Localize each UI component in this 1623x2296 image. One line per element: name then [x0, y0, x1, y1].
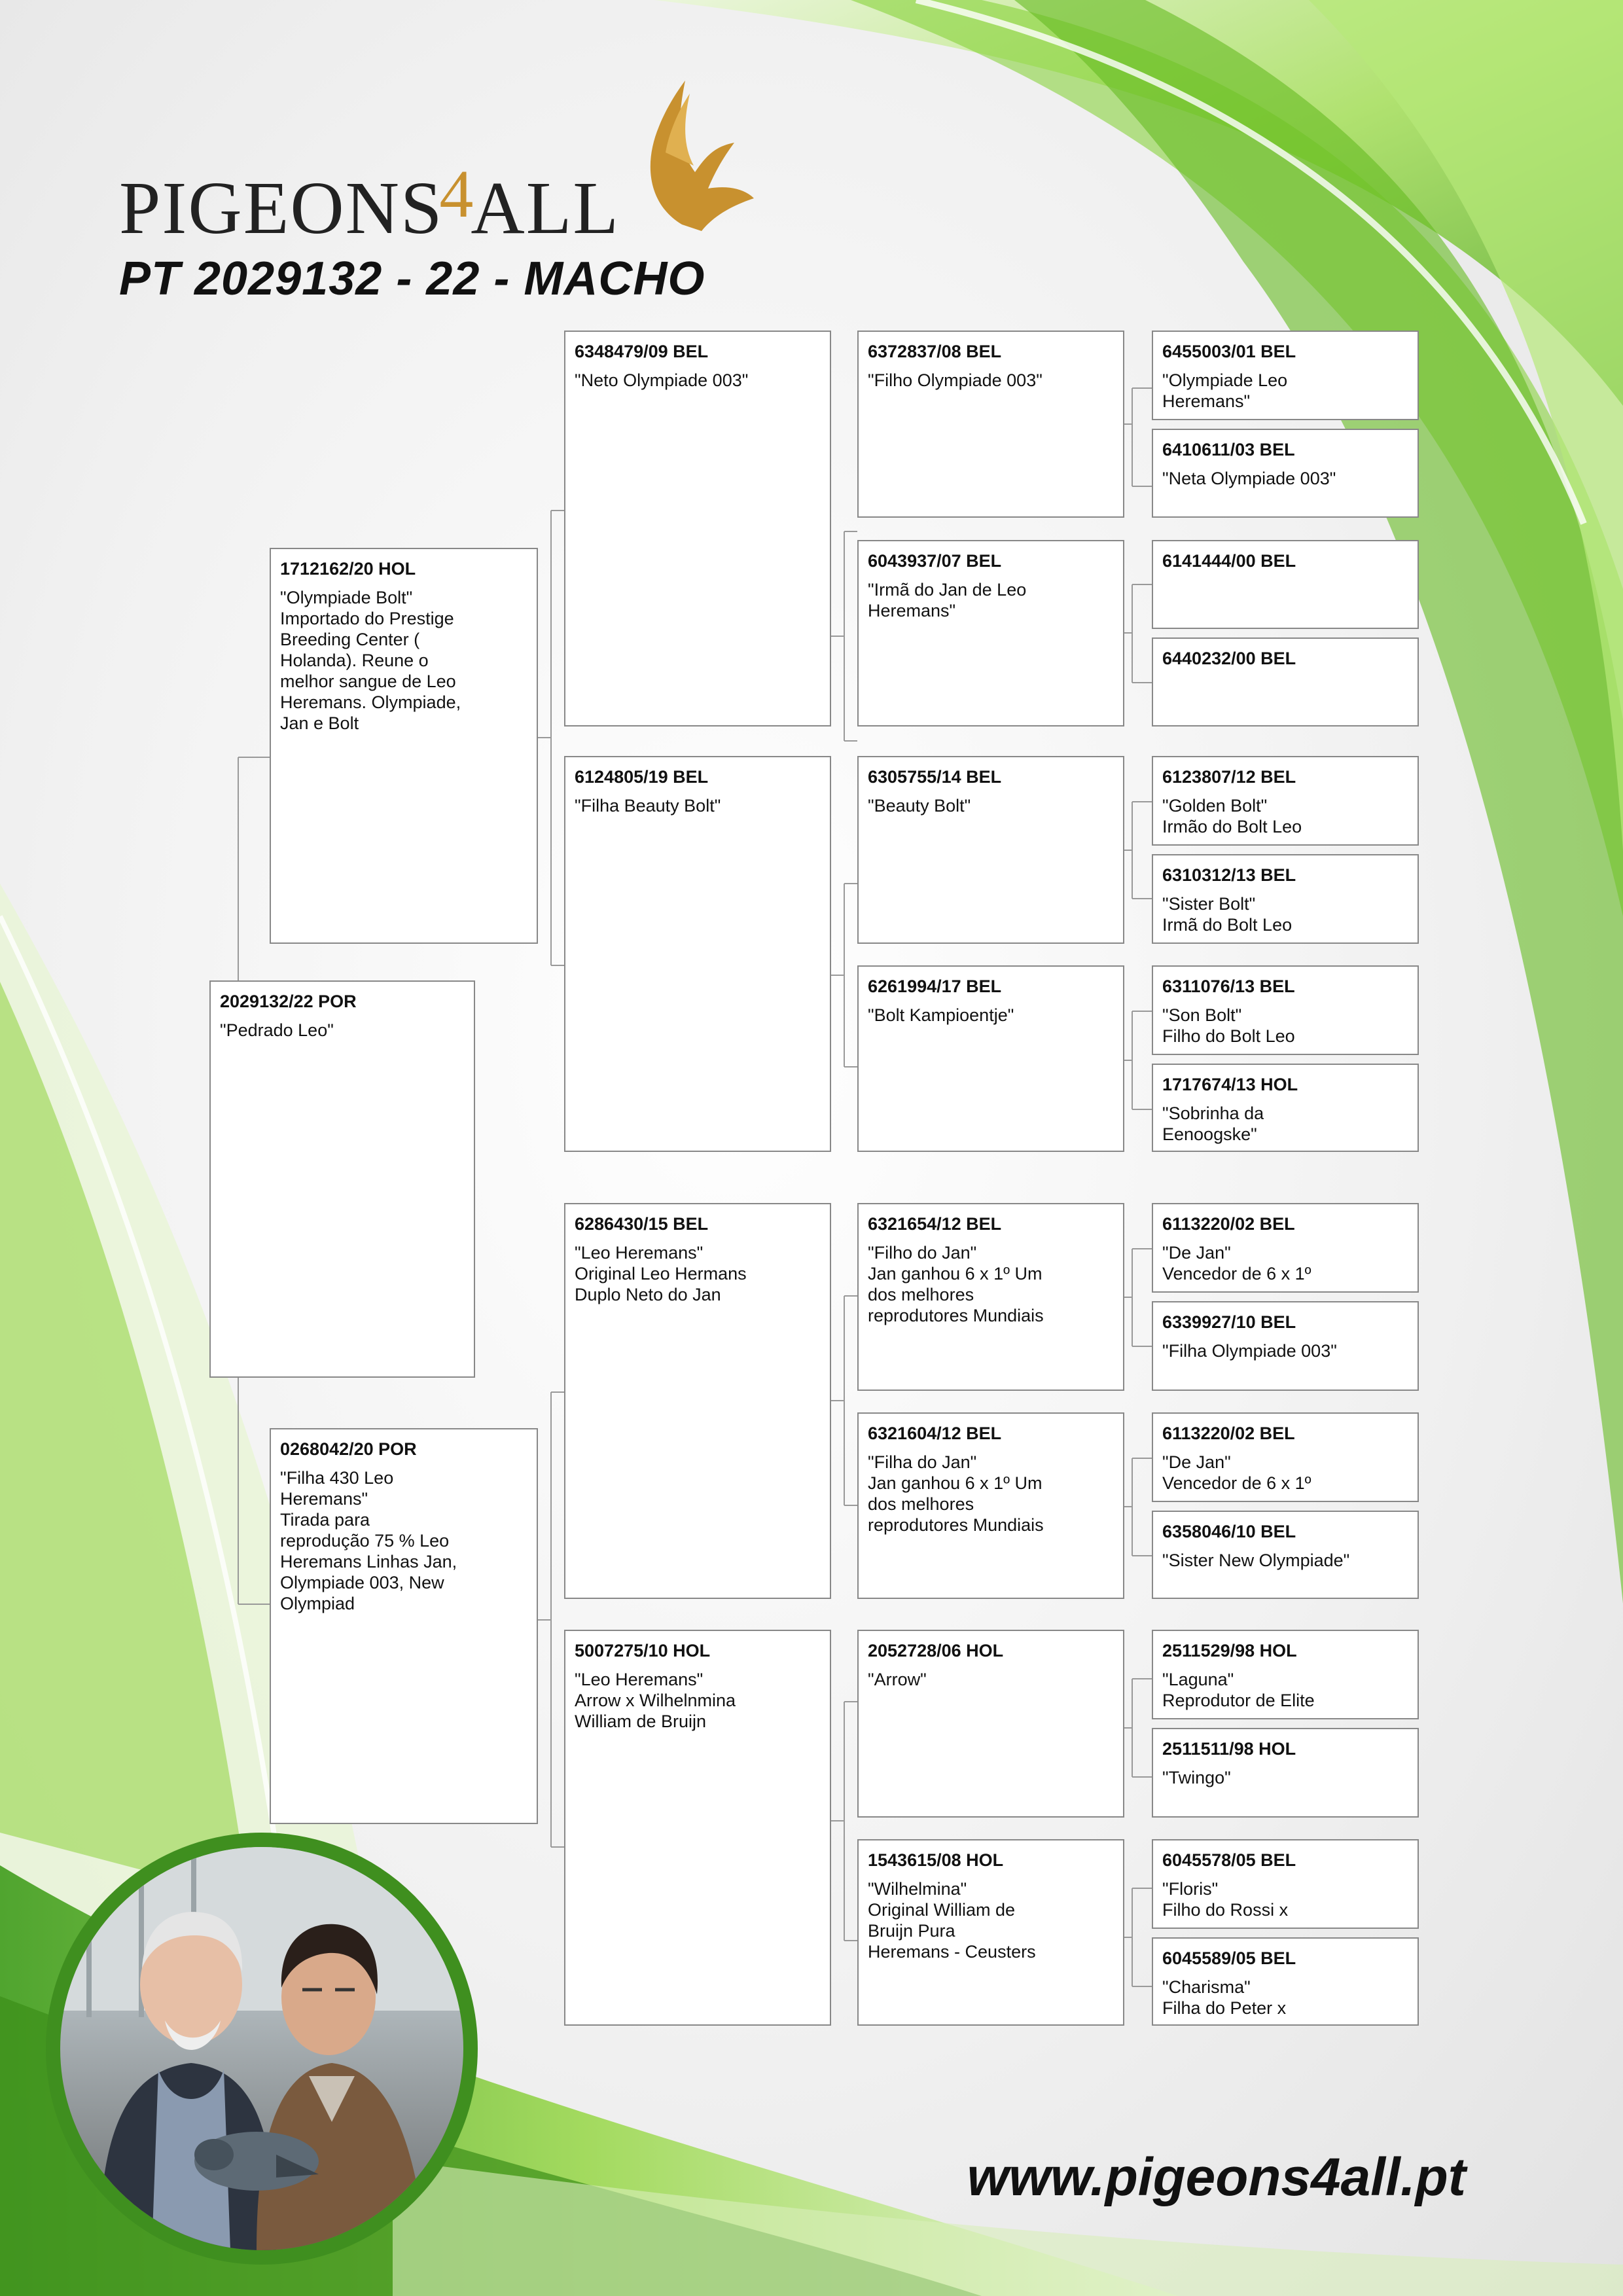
ring-number: 2029132/22 POR [220, 992, 357, 1011]
pigeon-description: "Arrow" [868, 1670, 927, 1689]
pigeon-description: "Neta Olympiade 003" [1162, 469, 1336, 488]
pigeon-description: "Sobrinha da Eenoogske" [1162, 1103, 1264, 1144]
ring-number: 6261994/17 BEL [868, 977, 1002, 996]
pedigree-box-great-grandparent-7 [857, 1630, 1124, 1818]
ring-number: 2511529/98 HOL [1162, 1641, 1297, 1660]
ring-number: 6286430/15 BEL [575, 1214, 709, 1234]
logo-text-four: 4 [439, 156, 475, 232]
ring-number: 6321604/12 BEL [868, 1424, 1002, 1443]
pedigree-box-great-great-grandparent-13 [1152, 1630, 1419, 1719]
ring-number: 1717674/13 HOL [1162, 1075, 1298, 1094]
pedigree-box-great-great-grandparent-7 [1152, 965, 1419, 1055]
ring-number: 6113220/02 BEL [1162, 1214, 1295, 1234]
logo-text-all: ALL [471, 166, 620, 249]
pedigree-box-great-grandparent-1 [857, 331, 1124, 518]
pedigree-box-great-great-grandparent-12 [1152, 1511, 1419, 1599]
ring-number: 6311076/13 BEL [1162, 977, 1295, 996]
pigeon-description: "Olympiade Bolt" Importado do Prestige Breeding Center ( Holanda). Reune o melhor sangue de Leo Heremans. Olympiade, Jan e Bolt [280, 588, 461, 733]
ring-number: 6310312/13 BEL [1162, 865, 1296, 885]
ring-number: 6113220/02 BEL [1162, 1424, 1295, 1443]
logo-text-pigeons: PIGEONS [119, 166, 444, 249]
pigeon-description: "Golden Bolt" Irmão do Bolt Leo [1162, 796, 1302, 836]
ring-number: 6372837/08 BEL [868, 342, 1002, 361]
ring-number: 6321654/12 BEL [868, 1214, 1002, 1234]
ring-number: 6348479/09 BEL [575, 342, 709, 361]
ring-number: 1712162/20 HOL [280, 559, 416, 579]
pigeon-description: "De Jan" Vencedor de 6 x 1º [1162, 1452, 1311, 1493]
pedigree-box-sire [270, 548, 538, 944]
pedigree-box-great-grandparent-3 [857, 756, 1124, 944]
pigeon-description: "Sister New Olympiade" [1162, 1551, 1350, 1570]
pigeon-description: "De Jan" Vencedor de 6 x 1º [1162, 1243, 1311, 1283]
pedigree-box-great-grandparent-8 [857, 1839, 1124, 2026]
ring-number: 1543615/08 HOL [868, 1850, 1004, 1870]
ring-number: 6123807/12 BEL [1162, 767, 1296, 787]
breeders-photo [46, 1833, 478, 2265]
ring-number: 6305755/14 BEL [868, 767, 1002, 787]
pedigree-box-great-great-grandparent-9 [1152, 1203, 1419, 1293]
ring-number: 6358046/10 BEL [1162, 1522, 1296, 1541]
pigeon-description: "Floris" Filho do Rossi x [1162, 1879, 1289, 1920]
pigeon-description: "Filha Beauty Bolt" [575, 796, 721, 816]
pigeon-description: "Charisma" Filha do Peter x [1162, 1977, 1287, 2018]
pigeon-description: "Pedrado Leo" [220, 1020, 334, 1040]
ring-number: 6440232/00 BEL [1162, 649, 1296, 668]
pedigree-box-great-great-grandparent-10 [1152, 1301, 1419, 1391]
pigeon-description: "Leo Heremans" Arrow x Wilhelnmina William de Bruijn [575, 1670, 736, 1731]
ring-number: 6045578/05 BEL [1162, 1850, 1296, 1870]
page-title: PT 2029132 - 22 - MACHO [119, 253, 705, 305]
ring-number: 0268042/20 POR [280, 1439, 417, 1459]
pedigree-box-great-great-grandparent-2 [1152, 429, 1419, 518]
breeders-photo-illustration [60, 1847, 463, 2250]
pigeon-description: "Irmã do Jan de Leo Heremans" [868, 580, 1027, 620]
pedigree-box-great-great-grandparent-14 [1152, 1728, 1419, 1818]
ring-number: 6045589/05 BEL [1162, 1948, 1296, 1968]
pedigree-box-great-grandparent-4 [857, 965, 1124, 1152]
pigeon-description: "Filho Olympiade 003" [868, 370, 1043, 390]
pedigree-box-great-great-grandparent-4 [1152, 637, 1419, 726]
ring-number: 6124805/19 BEL [575, 767, 709, 787]
pedigree-box-great-grandparent-6 [857, 1412, 1124, 1599]
pigeon-description: "Wilhelmina" Original William de Bruijn Pura Heremans - Ceusters [868, 1879, 1036, 1962]
pedigree-box-great-great-grandparent-16 [1152, 1937, 1419, 2026]
ring-number: 5007275/10 HOL [575, 1641, 711, 1660]
ring-number: 6339927/10 BEL [1162, 1312, 1296, 1332]
pigeon-description: "Filha do Jan" Jan ganhou 6 x 1º Um dos melhores reprodutores Mundiais [868, 1452, 1044, 1535]
pedigree-box-great-great-grandparent-3 [1152, 540, 1419, 629]
ring-number: 2052728/06 HOL [868, 1641, 1004, 1660]
pedigree-box-grandparent-3 [564, 1203, 831, 1599]
pedigree-box-great-great-grandparent-15 [1152, 1839, 1419, 1929]
website-url: www.pigeons4all.pt [967, 2147, 1466, 2207]
pedigree-box-great-grandparent-5 [857, 1203, 1124, 1391]
golden-bird-icon [518, 74, 767, 244]
pigeon-description: "Filho do Jan" Jan ganhou 6 x 1º Um dos melhores reprodutores Mundiais [868, 1243, 1044, 1325]
pigeons4all-logo [119, 147, 620, 249]
pigeon-description: "Bolt Kampioentje" [868, 1005, 1014, 1025]
pedigree-box-great-great-grandparent-6 [1152, 854, 1419, 944]
pigeon-description: "Son Bolt" Filho do Bolt Leo [1162, 1005, 1295, 1046]
pigeon-description: "Filha Olympiade 003" [1162, 1341, 1337, 1361]
ring-number: 6043937/07 BEL [868, 551, 1002, 571]
ring-number: 2511511/98 HOL [1162, 1739, 1296, 1759]
pedigree-box-great-great-grandparent-5 [1152, 756, 1419, 846]
pigeon-description: "Neto Olympiade 003" [575, 370, 749, 390]
ring-number: 6455003/01 BEL [1162, 342, 1296, 361]
pigeon-description: "Olympiade Leo Heremans" [1162, 370, 1288, 411]
pedigree-box-grandparent-1 [564, 331, 831, 726]
pedigree-box-great-great-grandparent-11 [1152, 1412, 1419, 1502]
pedigree-box-great-great-grandparent-8 [1152, 1064, 1419, 1152]
pigeon-description: "Laguna" Reprodutor de Elite [1162, 1670, 1315, 1710]
pigeon-description: "Filha 430 Leo Heremans" Tirada para reprodução 75 % Leo Heremans Linhas Jan, Olympiade 003, New Olympiad [280, 1468, 457, 1613]
pedigree-box-grandparent-2 [564, 756, 831, 1152]
pedigree-box-great-grandparent-2 [857, 540, 1124, 726]
pedigree-box-subject [209, 980, 475, 1378]
ring-number: 6141444/00 BEL [1162, 551, 1296, 571]
pedigree-box-grandparent-4 [564, 1630, 831, 2026]
pigeon-description: "Leo Heremans" Original Leo Hermans Duplo Neto do Jan [575, 1243, 747, 1304]
pedigree-box-great-great-grandparent-1 [1152, 331, 1419, 420]
pigeon-description: "Beauty Bolt" [868, 796, 971, 816]
pedigree-box-dam [270, 1428, 538, 1824]
pigeon-description: "Twingo" [1162, 1768, 1231, 1787]
pigeon-description: "Sister Bolt" Irmã do Bolt Leo [1162, 894, 1293, 935]
ring-number: 6410611/03 BEL [1162, 440, 1295, 459]
